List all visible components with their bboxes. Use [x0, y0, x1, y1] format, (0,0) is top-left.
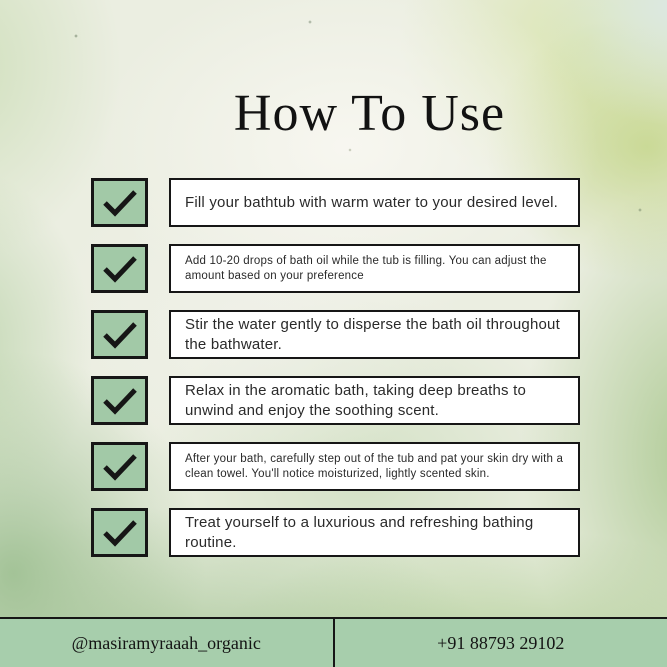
checkmark-icon	[102, 189, 138, 217]
step-text-box	[169, 178, 580, 227]
step-text: After your bath, carefully step out of the tub and pat your skin dry with a clean towel. You'll notice moisturized, lightly scented skin.	[185, 452, 564, 480]
step-row-4	[91, 376, 580, 425]
step-checkbox	[91, 442, 148, 491]
step-row-2	[91, 244, 580, 293]
step-text-box	[169, 508, 580, 557]
footer-bar	[0, 617, 667, 667]
checkmark-icon	[102, 453, 138, 481]
step-checkbox	[91, 508, 148, 557]
step-row-6	[91, 508, 580, 557]
step-text: Stir the water gently to disperse the bath oil throughout the bathwater.	[185, 315, 560, 353]
footer-social-handle: @masiramyraaah_organic	[71, 632, 261, 653]
step-checkbox	[91, 376, 148, 425]
step-text-box	[169, 442, 580, 491]
step-row-3	[91, 310, 580, 359]
step-checkbox	[91, 310, 148, 359]
step-row-5	[91, 442, 580, 491]
checkmark-icon	[102, 255, 138, 283]
checkmark-icon	[102, 387, 138, 415]
checkmark-icon	[102, 321, 138, 349]
step-text-box	[169, 376, 580, 425]
step-text: Fill your bathtub with warm water to your desired level.	[185, 193, 559, 211]
checkmark-icon	[102, 519, 138, 547]
step-text: Treat yourself to a luxurious and refreshing bathing routine.	[185, 513, 534, 551]
step-text: Add 10-20 drops of bath oil while the tub is filling. You can adjust the amount based on your preference	[185, 254, 547, 282]
step-text: Relax in the aromatic bath, taking deep breaths to unwind and enjoy the soothing scent.	[185, 381, 527, 419]
step-checkbox	[91, 244, 148, 293]
step-checkbox	[91, 178, 148, 227]
footer-phone-number: +91 88793 29102	[333, 619, 667, 667]
step-text-box	[169, 310, 580, 359]
steps-list	[91, 178, 580, 574]
step-text-box	[169, 244, 580, 293]
page-title: How To Use	[233, 85, 506, 142]
step-row-1	[91, 178, 580, 227]
